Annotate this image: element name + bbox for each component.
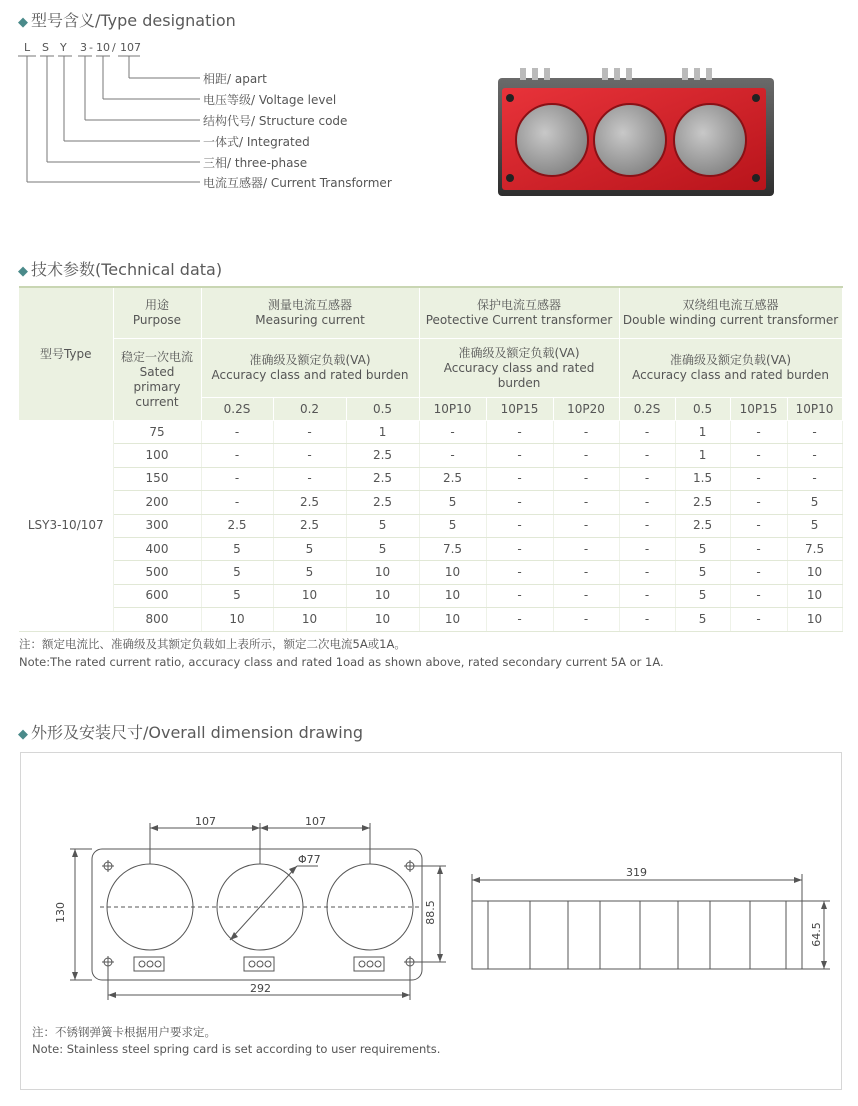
- value-cell: 2.5: [675, 491, 730, 514]
- diamond-bullet-icon: ◆: [18, 264, 28, 279]
- value-cell: 2.5: [346, 467, 419, 490]
- current-cell: 500: [113, 561, 201, 584]
- dim-height: 130: [54, 902, 67, 923]
- value-cell: -: [273, 444, 346, 467]
- diamond-bullet-icon: ◆: [18, 15, 28, 30]
- value-cell: 7.5: [787, 537, 842, 560]
- dimension-title: ◆ 外形及安装尺寸/Overall dimension drawing: [18, 723, 363, 742]
- value-cell: -: [201, 444, 273, 467]
- designation-integrated: 一体式/ Integrated: [203, 135, 310, 149]
- value-cell: -: [486, 421, 553, 444]
- table-note-cn: 注：额定电流比、准确级及其额定负载如上表所示，额定二次电流5A或1A。: [19, 637, 406, 651]
- value-cell: 5: [675, 584, 730, 607]
- dimension-note-cn: 注：不锈钢弹簧卡根据用户要求定。: [32, 1025, 216, 1039]
- designation-voltage: 电压等级/ Voltage level: [203, 93, 337, 107]
- value-cell: -: [730, 421, 787, 444]
- designation-structure: 结构代号/ Structure code: [203, 114, 348, 128]
- table-row: [19, 421, 842, 444]
- code-letter: 3: [80, 41, 87, 54]
- value-cell: -: [730, 584, 787, 607]
- value-cell: -: [486, 444, 553, 467]
- code-letter: L: [24, 41, 31, 54]
- value-cell: -: [553, 608, 619, 631]
- header-current: 稳定一次电流 Sated primary current: [113, 339, 201, 421]
- value-cell: -: [730, 467, 787, 490]
- value-cell: 10: [419, 608, 486, 631]
- header-model: 型号Type: [19, 287, 113, 421]
- header-class: 10P10: [419, 398, 486, 421]
- code-letter: 107: [120, 41, 141, 54]
- current-cell: 800: [113, 608, 201, 631]
- dim-spacing-1: 107: [195, 815, 216, 828]
- value-cell: 10: [787, 584, 842, 607]
- value-cell: 10: [273, 608, 346, 631]
- value-cell: 5: [787, 491, 842, 514]
- value-cell: -: [730, 514, 787, 537]
- value-cell: 7.5: [419, 537, 486, 560]
- value-cell: -: [730, 444, 787, 467]
- value-cell: 10: [787, 561, 842, 584]
- technical-data-table: [19, 286, 843, 632]
- value-cell: -: [419, 421, 486, 444]
- type-designation-title: ◆ 型号含义/Type designation: [18, 11, 236, 30]
- table-row: [19, 584, 842, 607]
- value-cell: 5: [273, 537, 346, 560]
- header-measuring: 测量电流互感器 Measuring current: [201, 287, 419, 339]
- header-class: 10P10: [787, 398, 842, 421]
- type-designation-diagram: [0, 0, 480, 210]
- header-accuracy-measuring: 准确级及额定负载(VA) Accuracy class and rated burden: [201, 339, 419, 398]
- dimension-note-en: Note: Stainless steel spring card is set according to user requirements.: [32, 1042, 441, 1056]
- value-cell: 10: [201, 608, 273, 631]
- designation-leader-lines: [0, 0, 210, 200]
- designation-current-transformer: 电流互感器/ Current Transformer: [203, 176, 392, 190]
- value-cell: 5: [346, 514, 419, 537]
- header-protective: 保护电流互感器 Peotective Current transformer: [419, 287, 619, 339]
- dim-diameter: Φ77: [298, 853, 321, 866]
- value-cell: -: [486, 467, 553, 490]
- value-cell: -: [553, 467, 619, 490]
- header-class: 0.2: [273, 398, 346, 421]
- value-cell: -: [730, 561, 787, 584]
- value-cell: -: [553, 537, 619, 560]
- header-class: 0.5: [675, 398, 730, 421]
- value-cell: -: [486, 561, 553, 584]
- value-cell: 2.5: [201, 514, 273, 537]
- model-cell: LSY3-10/107: [19, 421, 113, 632]
- dim-hole-spacing: 88.5: [423, 900, 437, 925]
- header-purpose: 用途 Purpose: [113, 287, 201, 339]
- value-cell: -: [619, 444, 675, 467]
- value-cell: 5: [346, 537, 419, 560]
- value-cell: -: [201, 467, 273, 490]
- code-letter: /: [112, 41, 116, 54]
- table-row: [19, 491, 842, 514]
- header-class: 0.2S: [619, 398, 675, 421]
- value-cell: 5: [201, 561, 273, 584]
- value-cell: 5: [787, 514, 842, 537]
- value-cell: 10: [346, 584, 419, 607]
- table-row: [19, 514, 842, 537]
- value-cell: -: [553, 444, 619, 467]
- code-letter: 10: [96, 41, 110, 54]
- value-cell: -: [486, 537, 553, 560]
- value-cell: 10: [273, 584, 346, 607]
- value-cell: -: [486, 491, 553, 514]
- value-cell: -: [619, 561, 675, 584]
- value-cell: -: [619, 608, 675, 631]
- value-cell: 2.5: [675, 514, 730, 537]
- value-cell: 5: [419, 514, 486, 537]
- value-cell: -: [419, 444, 486, 467]
- value-cell: 5: [675, 608, 730, 631]
- value-cell: -: [787, 444, 842, 467]
- value-cell: 2.5: [346, 444, 419, 467]
- value-cell: -: [730, 491, 787, 514]
- header-class: 0.2S: [201, 398, 273, 421]
- value-cell: 2.5: [419, 467, 486, 490]
- value-cell: -: [787, 467, 842, 490]
- dim-spacing-2: 107: [305, 815, 326, 828]
- code-letter: S: [42, 41, 49, 54]
- table-row: [19, 561, 842, 584]
- value-cell: 10: [419, 584, 486, 607]
- current-cell: 200: [113, 491, 201, 514]
- code-letter: Y: [60, 41, 67, 54]
- value-cell: 10: [419, 561, 486, 584]
- value-cell: -: [486, 514, 553, 537]
- value-cell: -: [619, 491, 675, 514]
- table-row: [19, 444, 842, 467]
- value-cell: -: [553, 584, 619, 607]
- value-cell: 5: [201, 584, 273, 607]
- value-cell: 5: [201, 537, 273, 560]
- header-double-winding: 双绕组电流互感器 Double winding current transformer: [619, 287, 842, 339]
- table-row: [19, 467, 842, 490]
- value-cell: -: [553, 491, 619, 514]
- value-cell: -: [201, 421, 273, 444]
- technical-data-title: ◆ 技术参数(Technical data): [18, 260, 223, 279]
- value-cell: 2.5: [273, 491, 346, 514]
- value-cell: -: [730, 608, 787, 631]
- header-accuracy-protective: 准确级及额定负载(VA) Accuracy class and rated burden: [419, 339, 619, 398]
- value-cell: 1: [346, 421, 419, 444]
- table-row: [19, 537, 842, 560]
- current-cell: 150: [113, 467, 201, 490]
- diamond-bullet-icon: ◆: [18, 727, 28, 742]
- header-class: 10P15: [486, 398, 553, 421]
- header-accuracy-double: 准确级及额定负载(VA) Accuracy class and rated burden: [619, 339, 842, 398]
- header-class: 10P15: [730, 398, 787, 421]
- value-cell: 1: [675, 421, 730, 444]
- value-cell: -: [553, 514, 619, 537]
- value-cell: -: [619, 467, 675, 490]
- header-class: 10P20: [553, 398, 619, 421]
- value-cell: 1: [675, 444, 730, 467]
- designation-apart: 相距/ apart: [203, 72, 267, 86]
- current-cell: 75: [113, 421, 201, 444]
- value-cell: 10: [346, 561, 419, 584]
- value-cell: 10: [346, 608, 419, 631]
- table-row: [19, 608, 842, 631]
- table-note-en: Note:The rated current ratio, accuracy class and rated 1oad as shown above, rated secondary current 5A or 1A.: [19, 655, 664, 669]
- designation-three-phase: 三相/ three-phase: [203, 156, 308, 170]
- current-cell: 600: [113, 584, 201, 607]
- dim-side-height: 64.5: [809, 922, 823, 947]
- value-cell: -: [201, 491, 273, 514]
- value-cell: 5: [675, 537, 730, 560]
- value-cell: 10: [787, 608, 842, 631]
- value-cell: -: [730, 537, 787, 560]
- value-cell: 2.5: [273, 514, 346, 537]
- product-image: [492, 64, 782, 204]
- value-cell: -: [619, 514, 675, 537]
- code-letter: -: [89, 41, 93, 54]
- value-cell: 5: [675, 561, 730, 584]
- value-cell: 5: [419, 491, 486, 514]
- value-cell: -: [273, 467, 346, 490]
- value-cell: -: [787, 421, 842, 444]
- header-class: 0.5: [346, 398, 419, 421]
- value-cell: -: [273, 421, 346, 444]
- current-cell: 300: [113, 514, 201, 537]
- value-cell: -: [619, 421, 675, 444]
- current-cell: 100: [113, 444, 201, 467]
- value-cell: 1.5: [675, 467, 730, 490]
- value-cell: -: [619, 537, 675, 560]
- value-cell: 5: [273, 561, 346, 584]
- dim-side-width: 319: [626, 866, 647, 879]
- value-cell: -: [553, 421, 619, 444]
- current-cell: 400: [113, 537, 201, 560]
- value-cell: -: [486, 584, 553, 607]
- value-cell: -: [486, 608, 553, 631]
- value-cell: 2.5: [346, 491, 419, 514]
- value-cell: -: [619, 584, 675, 607]
- value-cell: -: [553, 561, 619, 584]
- dim-width: 292: [250, 982, 271, 995]
